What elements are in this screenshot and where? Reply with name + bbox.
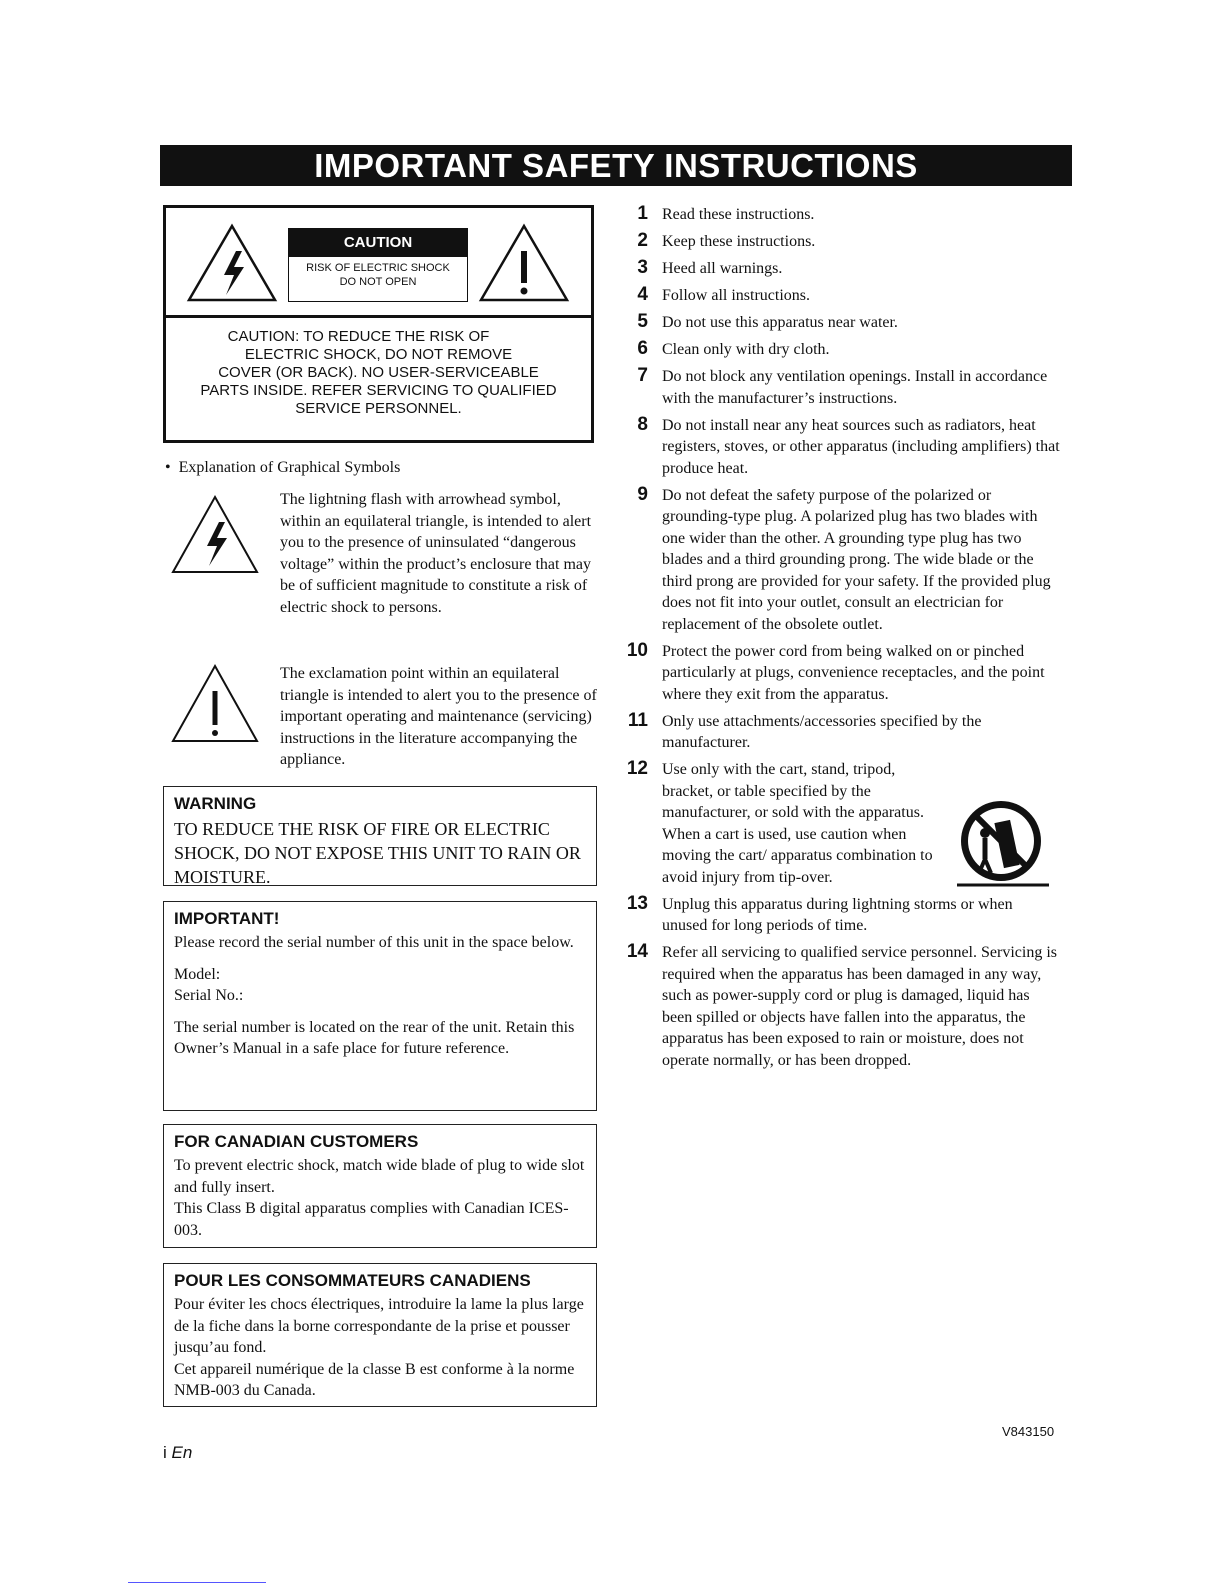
caution-center-label: [288, 228, 468, 302]
caution-line: COVER (OR BACK). NO USER-SERVICEABLE: [218, 364, 539, 381]
important-note: The serial number is located on the rear of the unit. Retain this Owner’s Manual in a safe place for future reference.: [174, 1018, 575, 1057]
canadiens-text-2: Cet appareil numérique de la classe B est conforme à la norme NMB-003 du Canada.: [174, 1360, 575, 1399]
caution-label-top: [166, 208, 591, 318]
lightning-symbol-icon: [170, 494, 260, 576]
canadian-heading: FOR CANADIAN CUSTOMERS: [174, 1132, 419, 1151]
exclamation-explanation: The exclamation point within an equilateral triangle is intended to alert you to the presence of important operating and maintenance (servicing) instructions in the literature accompanying the appliance.: [280, 665, 597, 768]
exclamation-triangle-icon: [478, 223, 570, 303]
caution-line: ELECTRIC SHOCK, DO NOT REMOVE: [244, 346, 513, 363]
warning-body: TO REDUCE THE RISK OF FIRE OR ELECTRIC SHOCK, DO NOT EXPOSE THIS UNIT TO RAIN OR MOISTURE.: [174, 819, 581, 887]
canadiens-heading: POUR LES CONSOMMATEURS CANADIENS: [174, 1271, 531, 1290]
canadian-text-1: To prevent electric shock, match wide blade of plug to wide slot and fully insert.: [174, 1157, 585, 1196]
list-item: 14 Refer all servicing to qualified service personnel. Servicing is required when the apparatus has been damaged in any way, such as power-supply cord or plug is damaged, liquid has been spilled or objects have fallen into the apparatus, the apparatus has been exposed to rain or moisture, does not operate normally, or has been dropped.: [626, 941, 1057, 1069]
list-item: 1 Read these instructions.: [637, 203, 815, 224]
list-item: 13 Unplug this apparatus during lightning storms or when unused for long periods of time.: [626, 892, 1013, 934]
caution-line: SERVICE PERSONNEL.: [295, 400, 462, 417]
bullet: •: [165, 459, 179, 476]
warning-heading: WARNING: [174, 794, 257, 813]
language-code: En: [171, 1443, 193, 1462]
list-item: 11 Only use attachments/accessories specified by the manufacturer.: [627, 709, 982, 751]
list-item: 9 Do not defeat the safety purpose of the polarized or grounding-type plug. A polarized plug has two blades with one wider than the other. A grounding type plug has two blades and a third grounding prong. The wide blade or the third prong are provided for your safety. If the provided plug does not fit into your outlet, consult an electrician for replacement of the obsolete outlet.: [637, 483, 1051, 633]
caution-sub1: RISK OF ELECTRIC SHOCK: [306, 262, 450, 274]
caution-sub2: DO NOT OPEN: [339, 276, 417, 288]
caution-header: CAUTION: [289, 229, 467, 257]
caution-line: PARTS INSIDE. REFER SERVICING TO QUALIFIED: [200, 382, 557, 399]
caution-label: [163, 205, 594, 443]
list-item: 10 Protect the power cord from being walked on or pinched particularly at plugs, convenience receptacles, and the point where they exit from the apparatus.: [626, 639, 1045, 703]
list-item: 4 Follow all instructions.: [637, 284, 810, 305]
list-item: 7 Do not block any ventilation openings. Install in accordance with the manufacturer’s instructions.: [637, 365, 1048, 407]
warning-box: [163, 786, 597, 886]
important-box: [163, 901, 597, 1111]
canadian-text-2: This Class B digital apparatus complies with Canadian ICES-003.: [174, 1200, 569, 1239]
explanation-heading: • Explanation of Graphical Symbols: [165, 459, 401, 476]
list-item: 8 Do not install near any heat sources such as radiators, heat registers, stoves, or other apparatus (including amplifiers) that produce heat.: [637, 413, 1060, 477]
lightning-triangle-icon: [186, 223, 278, 303]
list-item: 3 Heed all warnings.: [637, 257, 783, 278]
important-text: Please record the serial number of this unit in the space below.: [174, 934, 574, 951]
model-serial: [174, 964, 586, 1007]
serial-label: Serial No.:: [174, 987, 244, 1004]
list-item: 6 Clean only with dry cloth.: [637, 338, 830, 359]
list-item: 5 Do not use this apparatus near water.: [637, 311, 898, 332]
instructions-list: [620, 204, 1060, 1077]
lightning-explanation: The lightning flash with arrowhead symbol, within an equilateral triangle, is intended to alert you to the presence of uninsulated “dangerous voltage” within the product’s enclosure that may be of sufficient magnitude to constitute a risk of electric shock to persons.: [280, 491, 592, 616]
divider: [128, 1582, 266, 1583]
page-number-value: i: [163, 1443, 167, 1462]
list-item: 2 Keep these instructions.: [637, 230, 816, 251]
page-number: [163, 1443, 192, 1463]
caution-line: CAUTION: TO REDUCE THE RISK OF: [227, 328, 490, 345]
caution-text: [166, 328, 591, 418]
list-item: 12 Use only with the cart, stand, tripod, bracket, or table specified by the manufacturer, or sold with the apparatus. When a cart is used, use caution when moving the cart/ apparatus combination to avoid injury from tip-over.: [626, 758, 933, 886]
model-label: Model:: [174, 965, 221, 983]
canadian-box: [163, 1124, 597, 1248]
cart-tipover-icon: [955, 793, 1051, 889]
important-heading: IMPORTANT!: [174, 909, 280, 928]
document-code: V843150: [1002, 1424, 1055, 1439]
exclamation-symbol-icon: [170, 663, 260, 745]
canadiens-box: [163, 1263, 597, 1407]
page-title: IMPORTANT SAFETY INSTRUCTIONS: [160, 145, 1072, 186]
canadiens-text-1: Pour éviter les chocs électriques, introduire la lame la plus large de la fiche dans la borne correspondante de la prise et pousser jusqu’au fond.: [174, 1296, 584, 1356]
